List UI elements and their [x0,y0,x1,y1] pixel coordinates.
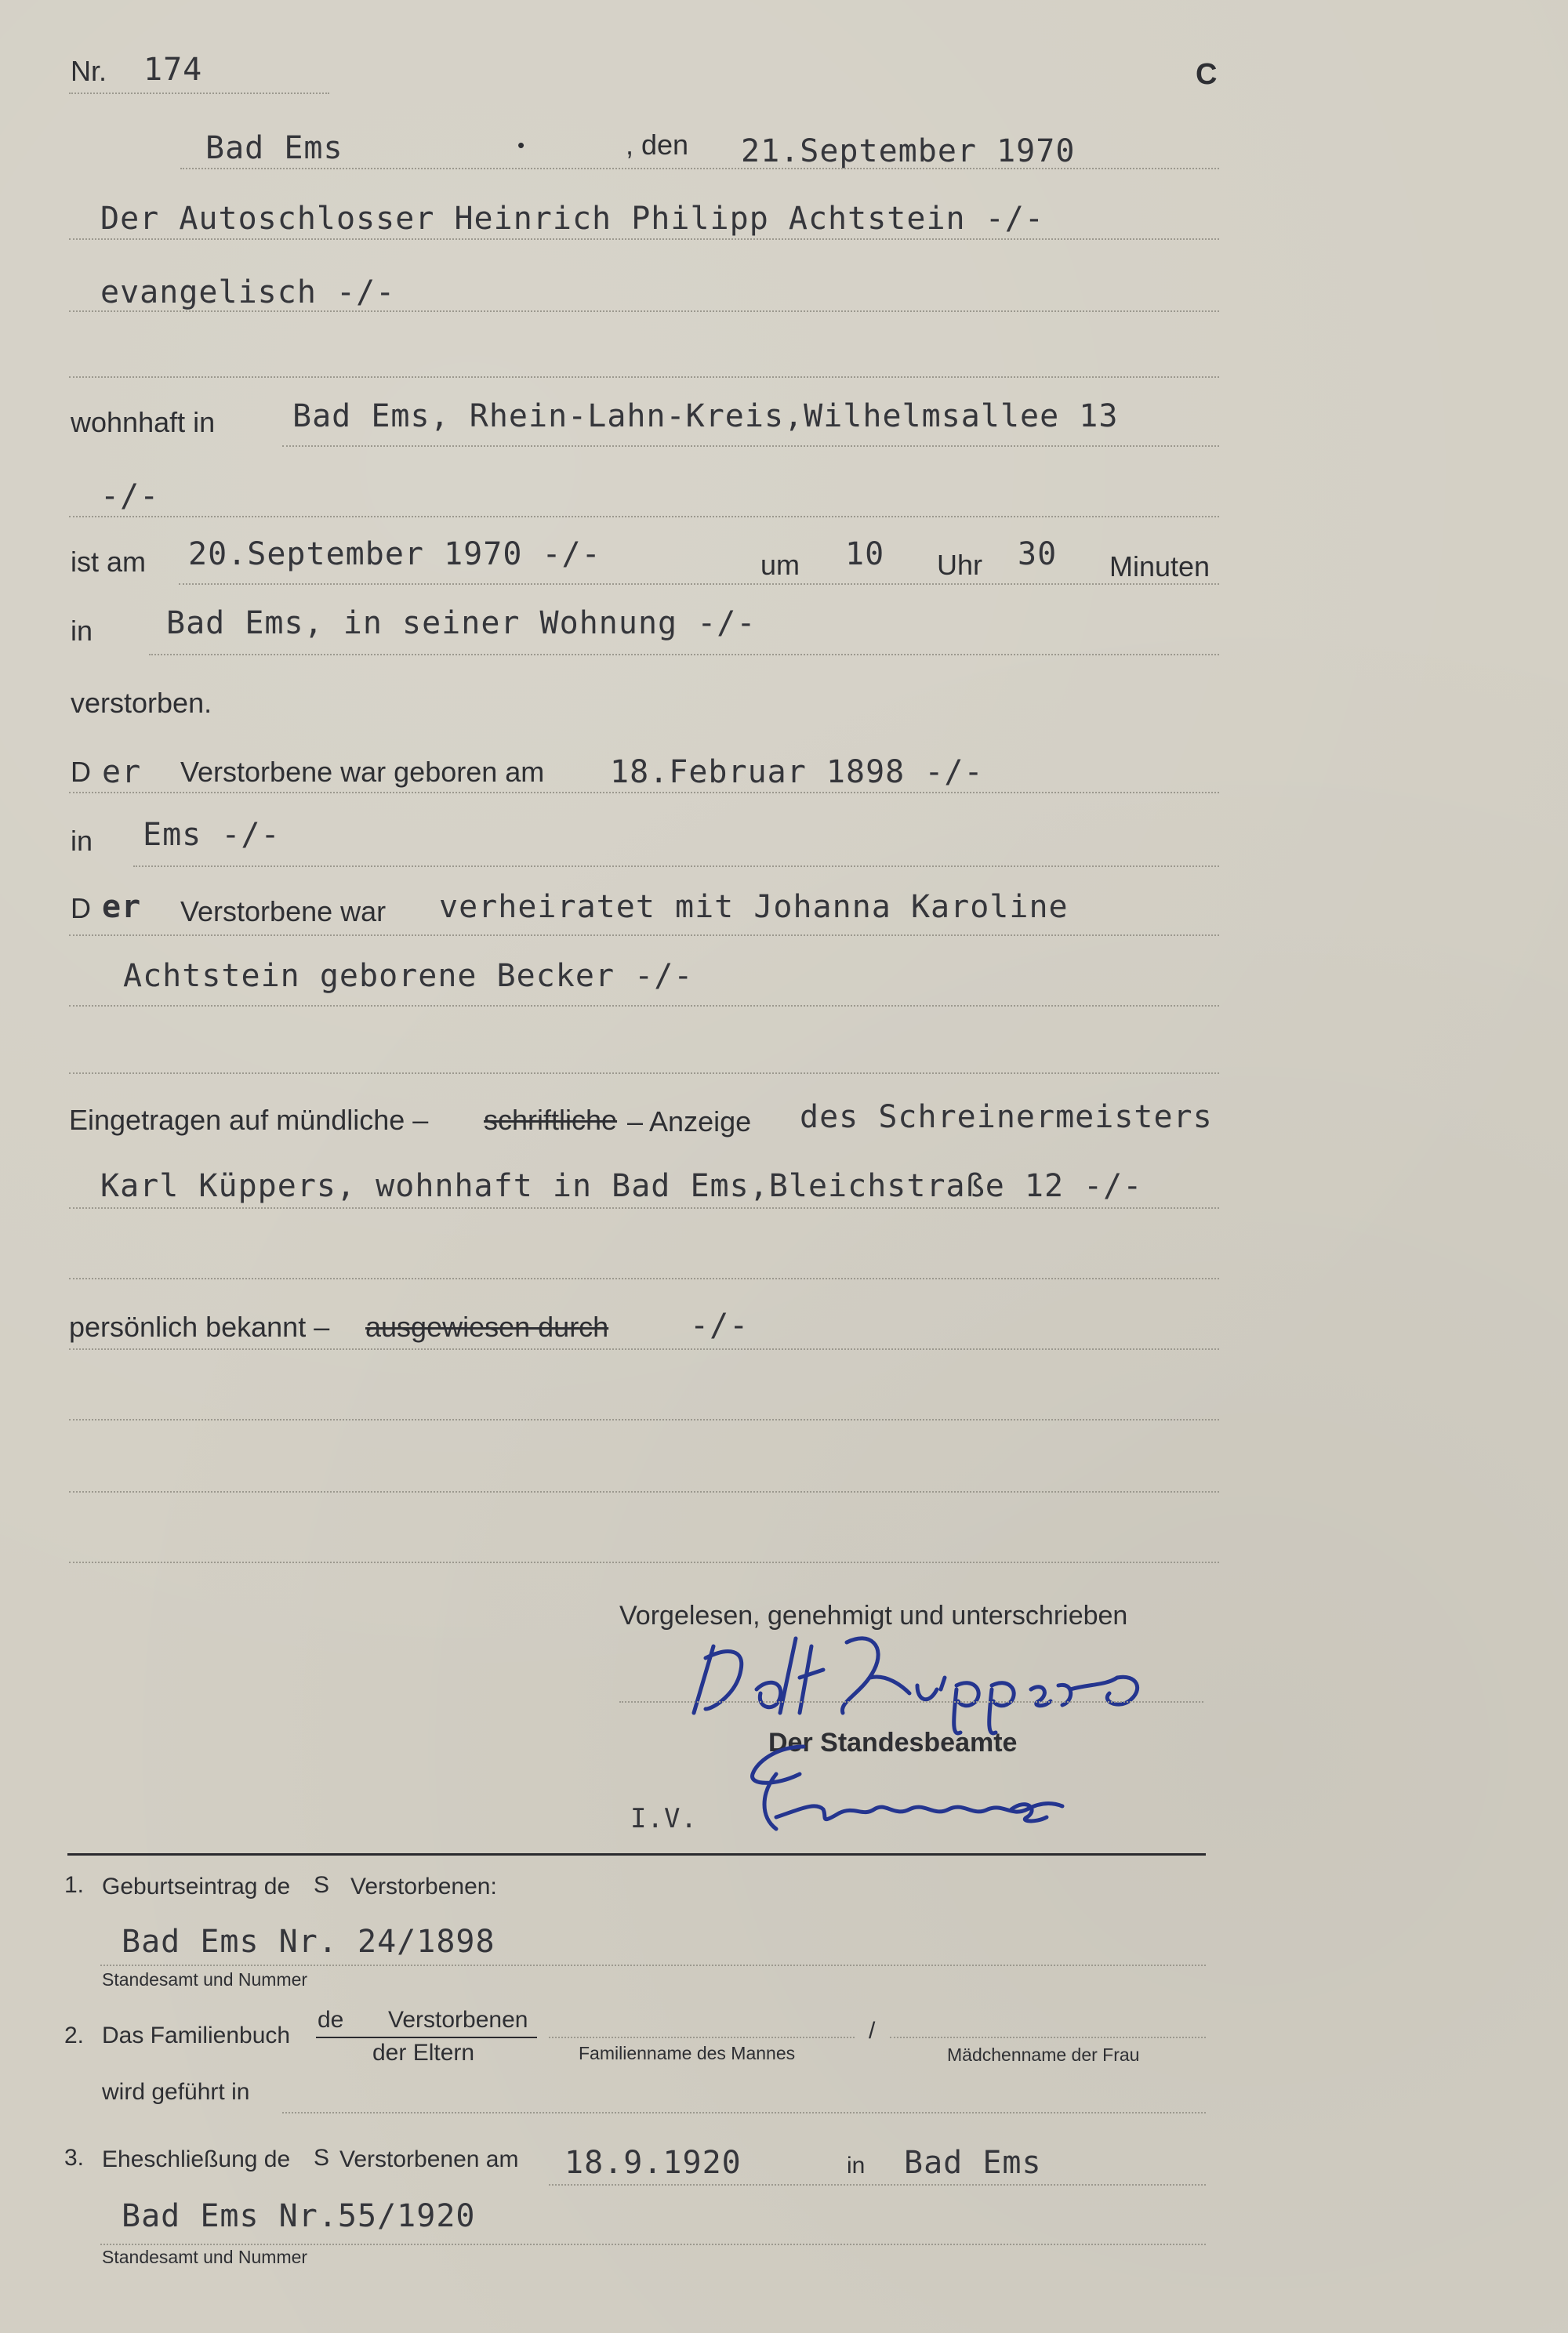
residence-line [282,445,1219,447]
item3-label-post: Verstorbenen am [339,2146,519,2172]
death-place: Bad Ems, in seiner Wohnung -/- [166,605,757,641]
nr-value: 174 [143,52,203,88]
death-place-line [149,654,1219,655]
nr-line [69,93,329,94]
birth-date: 18.Februar 1898 -/- [610,754,984,790]
identity-line-d [69,1562,1219,1563]
read-approved-signed-label: Vorgelesen, genehmigt und unterschrieben [619,1601,1128,1631]
section-divider [67,1853,1206,1856]
item3-value: Bad Ems Nr.55/1920 [122,2198,476,2234]
item2-wife-line [890,2037,1206,2038]
item1-label-post: Verstorbenen: [350,1874,497,1899]
item3-in-label: in [847,2153,866,2179]
marital-der-suffix: er [102,889,142,925]
item2-number: 2. [64,2023,85,2048]
item1-value: Bad Ems Nr. 24/1898 [122,1924,495,1960]
death-hour: 10 [845,536,885,572]
report-line-b [69,1278,1219,1279]
residence-continuation: -/- [100,478,160,514]
birth-date-line [69,792,1219,793]
item2-husband-line [549,2037,855,2038]
corner-letter: C [1196,58,1218,91]
iv-label: I.V. [630,1803,698,1834]
place-date-line [180,168,1219,169]
deceased-name-line: Der Autoschlosser Heinrich Philipp Achtstein -/- [100,201,1044,237]
item3-caption: Standesamt und Nummer [102,2247,308,2267]
report-line-a [69,1207,1219,1209]
registry-place: Bad Ems [205,130,343,166]
report-struck-written: schriftliche [484,1104,618,1136]
residence-line-2 [69,516,1219,517]
birth-der-suffix: er [102,754,142,790]
item2-frac-top-a: de [318,2007,344,2033]
marital-line-b [69,1005,1219,1007]
registrar-label: Der Standesbeamte [768,1728,1018,1758]
report-label-pre: Eingetragen auf mündliche – [69,1104,429,1136]
item3-line [100,2244,1206,2245]
den-label: , den [626,129,689,161]
item3-date: 18.9.1920 [564,2145,742,2181]
informant-signature [682,1615,1168,1740]
identity-label: persönlich bekannt – [69,1311,330,1343]
item2-label: Das Familienbuch [102,2023,291,2048]
report-label-post: – Anzeige [627,1105,752,1137]
identity-line-c [69,1491,1219,1493]
person-line-1 [69,238,1219,240]
birth-place: Ems -/- [143,817,281,853]
item2-frac-bottom: der Eltern [372,2040,475,2066]
item2-caption-wife: Mädchenname der Frau [947,2045,1140,2065]
item2-line [282,2112,1206,2113]
item3-label-pre: Eheschließung de [102,2146,291,2172]
report-line-1: des Schreinermeisters [800,1099,1213,1135]
ist-am-label: ist am [71,546,147,578]
item3-label-s: S [314,2145,330,2171]
birth-in-label: in [71,825,93,857]
identity-value: -/- [690,1308,750,1344]
person-line-3 [69,376,1219,378]
verstorben-label: verstorben. [71,687,212,719]
death-minutes: 30 [1018,536,1058,572]
um-label: um [760,549,800,581]
birth-label: Verstorbene war geboren am [180,756,545,788]
death-in-label: in [71,615,93,647]
residence-label: wohnhaft in [71,406,216,438]
item1-number: 1. [64,1872,85,1898]
item1-caption: Standesamt und Nummer [102,1969,308,1990]
registry-date: 21.September 1970 [741,133,1076,169]
uhr-label: Uhr [937,549,983,581]
item3-number: 3. [64,2145,85,2171]
item2-frac-top-b: Verstorbenen [388,2007,528,2033]
item1-label-pre: Geburtseintrag de [102,1874,291,1899]
marital-line-2: Achtstein geborene Becker -/- [123,958,694,994]
report-line-2: Karl Küppers, wohnhaft in Bad Ems,Bleichstraße 12 -/- [100,1168,1143,1204]
registrar-signature [729,1731,1137,1841]
person-line-2 [69,310,1219,312]
identity-line-a [69,1348,1219,1350]
item1-line [100,1965,1206,1966]
death-date: 20.September 1970 -/- [188,536,601,572]
residence-value: Bad Ems, Rhein-Lahn-Kreis,Wilhelmsallee 13 [292,398,1119,434]
separator-dot: • [517,133,525,157]
item3-date-line [549,2184,1206,2186]
item2-slash: / [869,2018,876,2044]
item3-place: Bad Ems [904,2145,1042,2181]
marital-der-prefix: D [71,892,91,924]
marital-label: Verstorbene war [180,895,387,927]
identity-line-b [69,1419,1219,1420]
marital-line-c [69,1072,1219,1074]
item2-wird-label: wird geführt in [102,2079,250,2105]
birth-der-prefix: D [71,756,91,788]
religion-line: evangelisch -/- [100,274,396,310]
birth-place-line [133,865,1219,867]
nr-label: Nr. [71,55,107,87]
informant-signature-line [619,1701,1203,1703]
minuten-label: Minuten [1109,550,1210,582]
identity-struck: ausgewiesen durch [365,1311,609,1343]
death-time-line [179,583,1219,585]
item2-fraction-bar [316,2037,537,2038]
marital-line-1: verheiratet mit Johanna Karoline [439,889,1069,925]
item2-caption-husband: Familienname des Mannes [579,2043,796,2063]
marital-line-a [69,934,1219,936]
item1-label-s: S [314,1872,330,1898]
